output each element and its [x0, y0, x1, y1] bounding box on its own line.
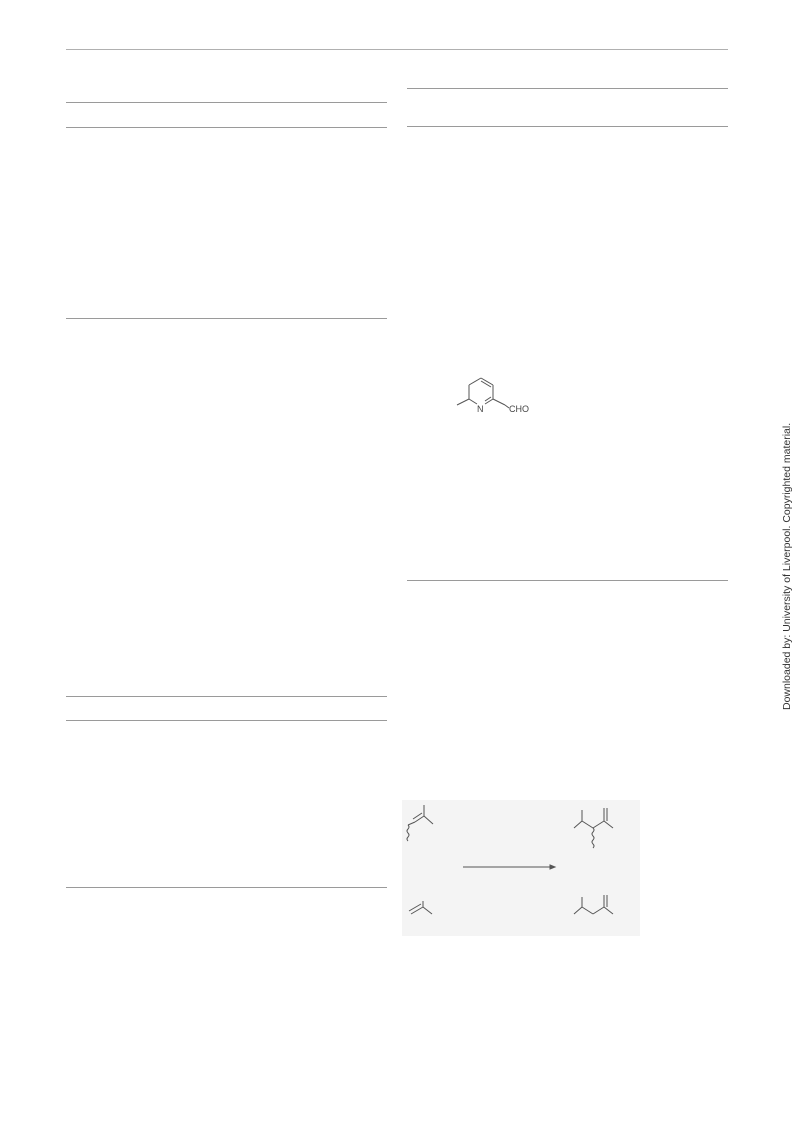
- page-header-rule: [66, 49, 728, 50]
- right-table-header-rule: [407, 126, 728, 127]
- right-table-bottom-rule: [407, 580, 728, 581]
- left-table-1-bottom-rule: [66, 318, 387, 319]
- left-table-2-top-rule: [66, 696, 387, 697]
- download-notice: Downloaded by: University of Liverpool. Copyrighted material.: [781, 422, 793, 710]
- aldehyde-group-label: CHO: [509, 404, 529, 414]
- chemical-structure-dihydropyridine: [450, 372, 540, 418]
- left-table-1-header-rule: [66, 127, 387, 128]
- reaction-scheme: [402, 800, 640, 936]
- nitrogen-atom-label: N: [477, 404, 484, 414]
- left-table-2-header-rule: [66, 720, 387, 721]
- right-table-top-rule: [407, 88, 728, 89]
- left-table-2-bottom-rule: [66, 887, 387, 888]
- left-table-1-top-rule: [66, 102, 387, 103]
